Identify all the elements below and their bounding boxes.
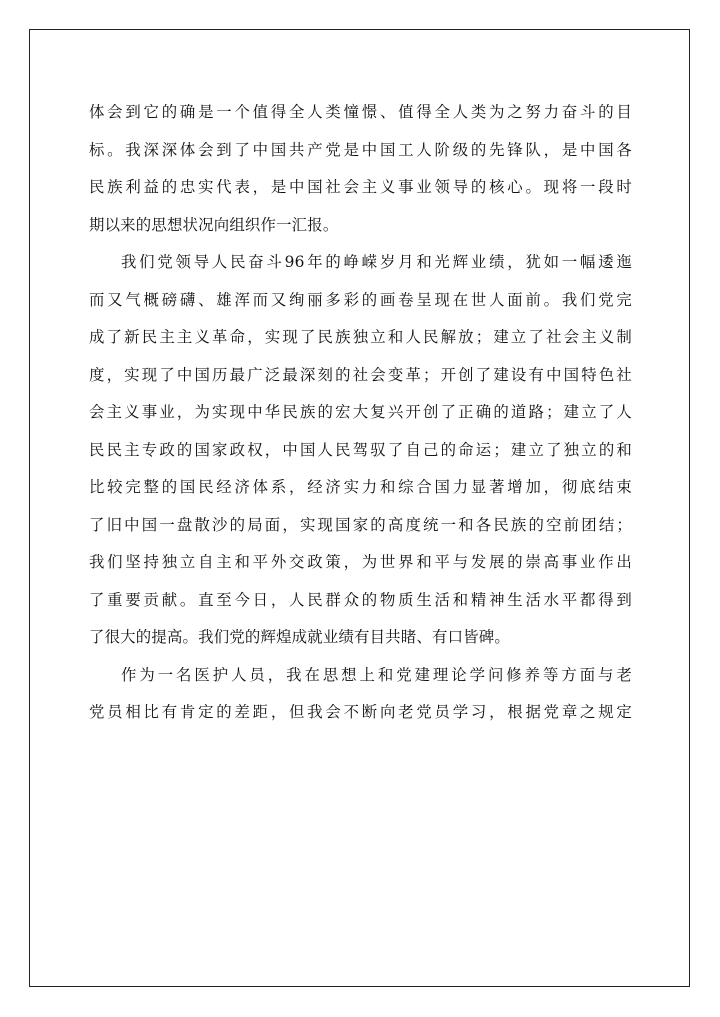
paragraph-2-line-11: 了很大的提高。我们党的辉煌成就业绩有目共睹、有口皆碑。 [89,628,510,646]
paragraph-2-line-2: 而又气概磅礴、雄浑而又绚丽多彩的画卷呈现在世人面前。我们党完 [89,290,632,309]
paragraph-2-line-3: 成了新民主主义革命，实现了民族独立和人民解放；建立了社会主义制 [89,328,632,346]
paragraph-2-line-1: 我们党领导人民奋斗96年的峥嵘岁月和光辉业绩，犹如一幅逶迤 [121,253,632,271]
paragraph-1-line-4: 期以来的思想状况向组织作一汇报。 [89,215,339,234]
paragraph-1-line-3: 民族利益的忠实代表，是中国社会主义事业领导的核心。现将一段时 [89,178,632,196]
paragraph-3-line-1: 作为一名医护人员，我在思想上和党建理论学问修养等方面与老 [121,665,632,684]
paragraph-2-line-6: 民民主专政的国家政权，中国人民驾驭了自己的命运；建立了独立的和 [89,440,632,459]
paragraph-2-line-7: 比较完整的国民经济体系，经济实力和综合国力显著增加，彻底结束 [89,478,632,496]
paragraph-1-line-1: 体会到它的确是一个值得全人类憧憬、值得全人类为之努力奋斗的目 [89,103,632,121]
paragraph-2-line-9: 我们坚持独立自主和平外交政策，为世界和平与发展的崇高事业作出 [89,553,632,571]
paragraph-2-line-10: 了重要贡献。直至今日，人民群众的物质生活和精神生活水平都得到 [89,590,632,609]
paragraph-1-line-2: 标。我深深体会到了中国共产党是中国工人阶级的先锋队，是中国各 [89,140,632,159]
document-body [89,94,632,732]
paragraph-2-line-8: 了旧中国一盘散沙的局面，实现国家的高度统一和各民族的空前团结； [89,515,632,534]
paragraph-2-line-4: 度，实现了中国历最广泛最深刻的社会变革；开创了建设有中国特色社 [89,365,632,384]
paragraph-3-line-2: 党员相比有肯定的差距，但我会不断向老党员学习，根据党章之规定 [89,703,632,721]
paragraph-2-line-5: 会主义事业，为实现中华民族的宏大复兴开创了正确的道路；建立了人 [89,403,632,421]
